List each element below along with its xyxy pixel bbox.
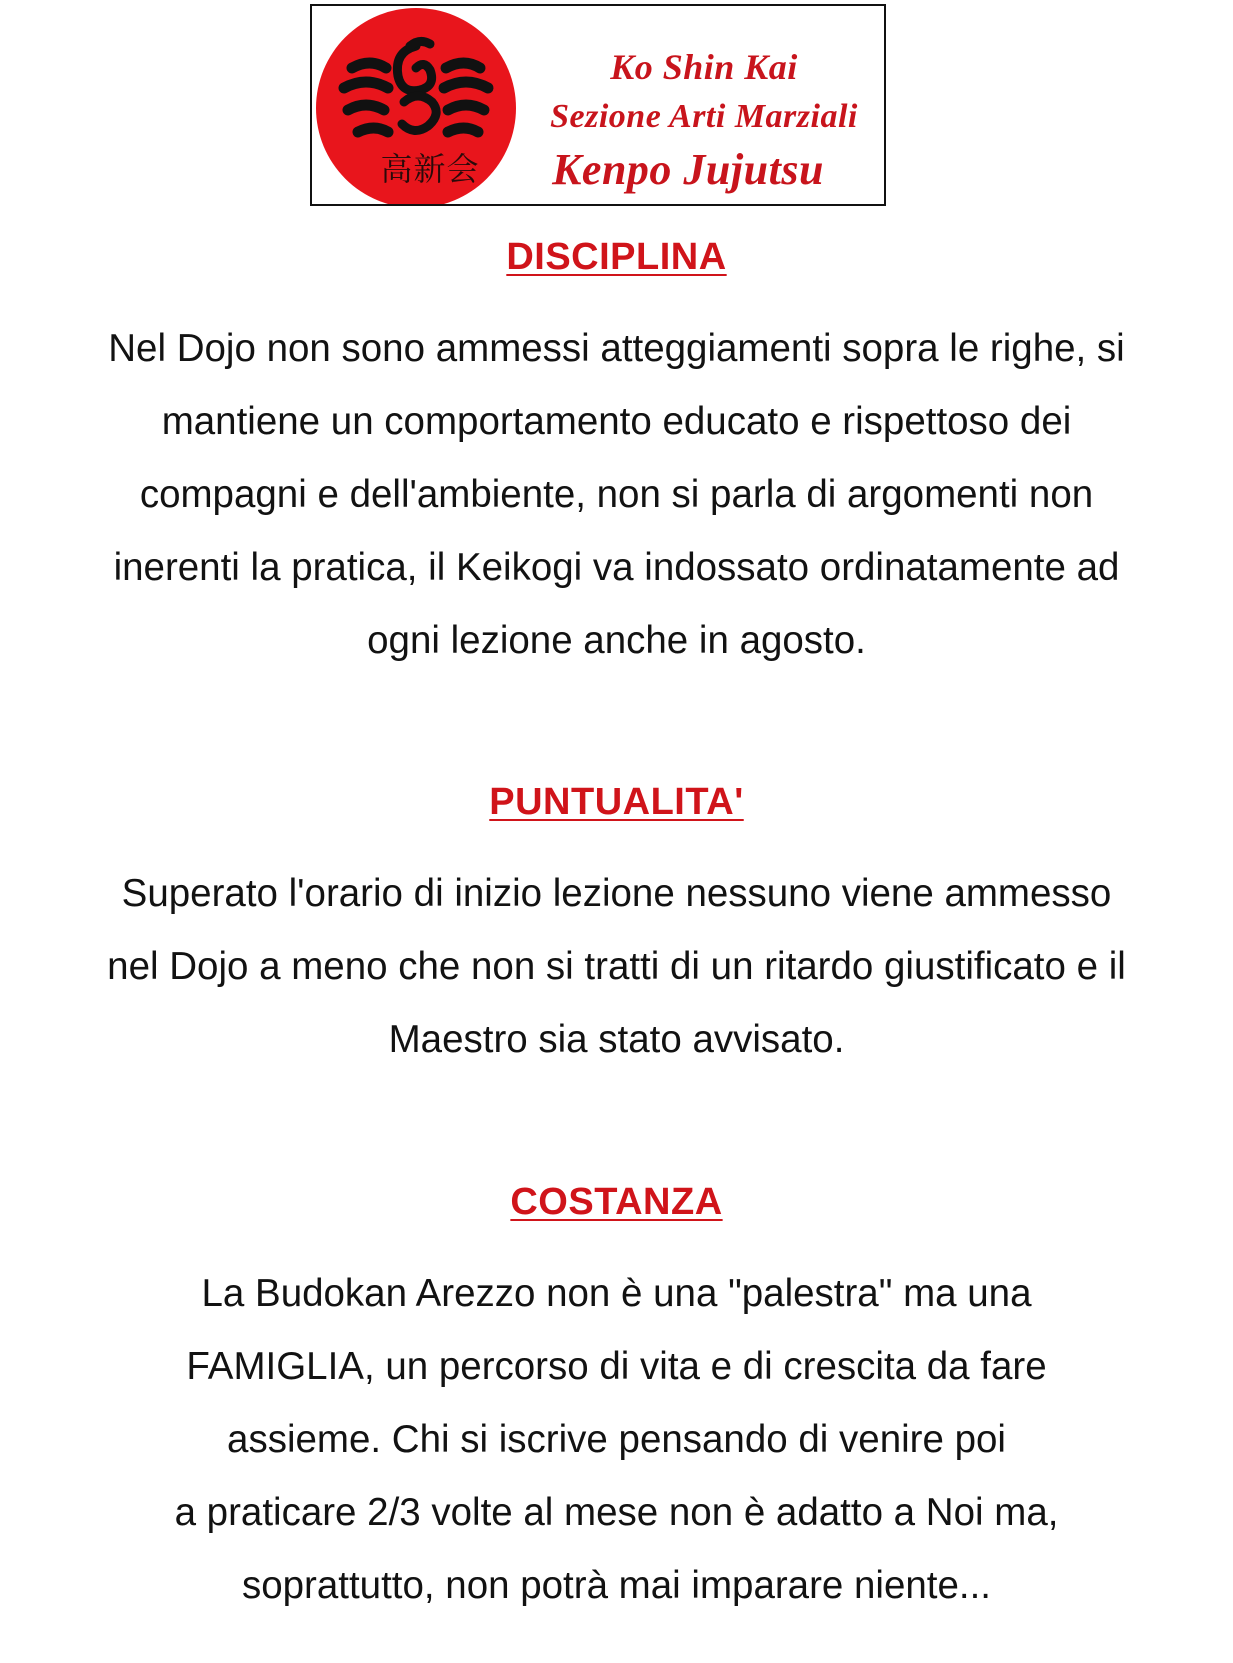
paragraph-line: soprattutto, non potrà mai imparare niente...: [241, 1564, 992, 1607]
logo-title-line: Ko Shin Kai: [610, 47, 798, 87]
paragraph-line: FAMIGLIA, un percorso di vita e di crescita da fare: [186, 1345, 1047, 1388]
section-disciplina: [0, 232, 1233, 677]
paragraph-line: mantiene un comportamento educato e rispettoso dei: [161, 400, 1072, 443]
paragraph-line: ogni lezione anche in agosto.: [367, 619, 866, 662]
section-heading: COSTANZA: [510, 1181, 723, 1223]
paragraph-line: a praticare 2/3 volte al mese non è adatto a Noi ma,: [174, 1491, 1059, 1534]
paragraph-line: Nel Dojo non sono ammessi atteggiamenti sopra le righe, si: [108, 327, 1125, 370]
section-heading: DISCIPLINA: [506, 236, 727, 278]
club-logo: [310, 4, 886, 206]
paragraph-line: La Budokan Arezzo non è una "palestra" ma una: [201, 1272, 1032, 1315]
section-costanza: [0, 1177, 1233, 1622]
paragraph-line: inerenti la pratica, il Keikogi va indossato ordinatamente ad: [113, 546, 1120, 589]
paragraph-line: nel Dojo a meno che non si tratti di un ritardo giustificato e il: [107, 945, 1126, 988]
paragraph-line: Superato l'orario di inizio lezione nessuno viene ammesso: [121, 872, 1112, 915]
logo-subtitle-line: Sezione Arti Marziali: [550, 98, 858, 135]
logo-kanji-text: 高新会: [380, 150, 480, 188]
section-puntualita: [0, 777, 1233, 1076]
logo-style-line: Kenpo Jujutsu: [552, 145, 824, 194]
section-heading: PUNTUALITA': [489, 781, 744, 823]
paragraph-line: assieme. Chi si iscrive pensando di venire poi: [227, 1418, 1006, 1461]
paragraph-line: Maestro sia stato avvisato.: [388, 1018, 845, 1061]
paragraph-line: compagni e dell'ambiente, non si parla di argomenti non: [139, 473, 1094, 516]
